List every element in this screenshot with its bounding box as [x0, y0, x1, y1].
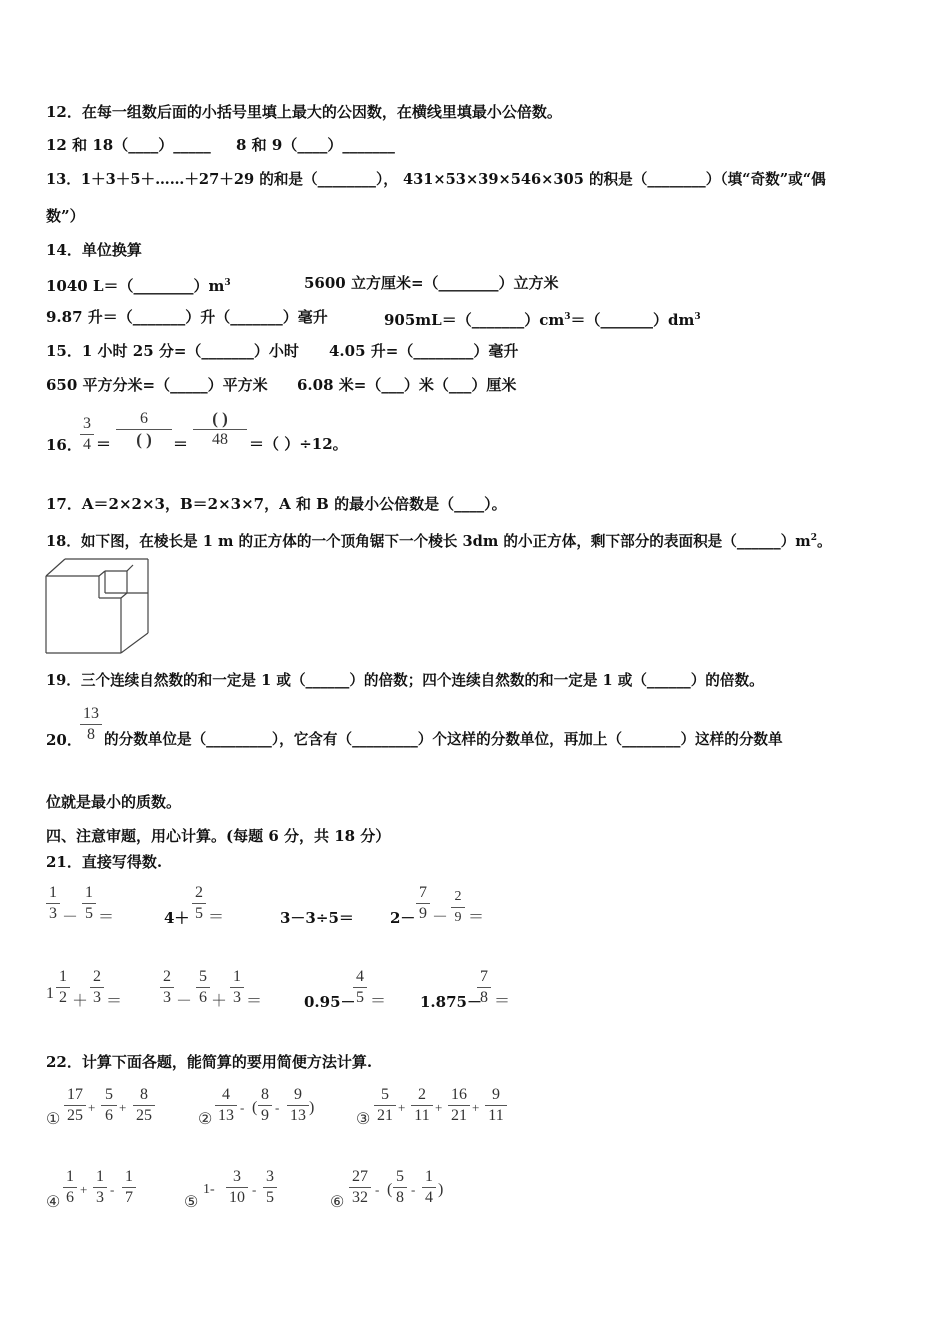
q21-r2b-op2: ＋ [211, 993, 228, 1010]
q16-fraction-3: ( ) 48 [193, 410, 247, 449]
q22-p6-lparen: ( [387, 1181, 393, 1198]
q15-part-a: 15．1 小时 25 分=（_______）小时 [46, 342, 299, 360]
q22-p6-op2: - [411, 1182, 416, 1197]
q21-r2c-frac: 4 5 [353, 968, 367, 1007]
q22-p5-frac1: 3 10 [226, 1168, 248, 1207]
q22-p4-op1: + [80, 1182, 88, 1197]
q21-r2b-frac3: 1 3 [230, 968, 244, 1007]
q21-r2a-eq: ＝ [106, 993, 123, 1010]
q22-p5-mark: ⑤ [184, 1194, 199, 1211]
q22-p2-rparen: ) [309, 1099, 315, 1116]
q22-p4-frac3: 1 7 [122, 1168, 136, 1207]
q22-title: 22．计算下面各题，能简算的要用简便方法计算. [46, 1053, 373, 1071]
q22-p3-frac1: 5 21 [374, 1086, 396, 1125]
q22-p3-op1: + [398, 1100, 406, 1115]
q22-p3-frac2: 2 11 [411, 1086, 433, 1125]
q21-r2d-pre: 1.875－ [420, 993, 482, 1011]
q21-r1c: 3－3÷5＝ [280, 909, 354, 927]
q21-r2d-eq: ＝ [494, 993, 511, 1010]
q20-fraction: 13 8 [80, 705, 102, 744]
q22-p1-frac1: 17 25 [64, 1086, 86, 1125]
q21-r2a-whole: 1 [46, 985, 54, 1002]
q22-p2-frac1: 4 13 [215, 1086, 237, 1125]
q13-line1: 13．1＋3＋5＋……＋27＋29 的和是（________）， 431×53×39×546×305 的积是（________）（填“奇数”或“偶 [46, 171, 826, 188]
q22-p6-frac1: 27 32 [349, 1168, 371, 1207]
q21-r1a-op: － [62, 909, 79, 926]
q21-r2b-eq: ＝ [246, 993, 263, 1010]
q16-equals-1: ＝ [96, 435, 112, 453]
q22-p2-op2: - [275, 1100, 280, 1115]
q22-p4-frac1: 1 6 [63, 1168, 77, 1207]
q14-title: 14．单位换算 [46, 241, 142, 259]
q14-part-a: 1040 $L=(\_\_\_\_\_\_\_\_)m^3$ [46, 277, 231, 295]
q12-title: 12．在每一组数后面的小括号里填上最大的公因数，在横线里填最小公倍数。 [46, 103, 562, 121]
q14-part-b: 5600 立方厘米=（________）立方米 [304, 274, 559, 292]
q22-p6-frac3: 1 4 [422, 1168, 436, 1207]
cube-with-cut-corner-figure [45, 558, 151, 654]
q21-r1b-frac: 2 5 [192, 884, 206, 923]
q22-p2-frac2: 8 9 [258, 1086, 272, 1125]
q21-r2a-frac1: 1 2 [56, 968, 70, 1007]
q16-label: 16． [46, 436, 82, 454]
q16-tail: ＝（ ）÷12。 [249, 435, 348, 453]
q21-title: 21．直接写得数. [46, 853, 163, 871]
q21-r1a-eq: ＝ [98, 909, 115, 926]
q22-p6-mark: ⑥ [330, 1194, 345, 1211]
q21-r2a-op: ＋ [72, 993, 89, 1010]
q12-part-b: 8 和 9（____）_______ [236, 136, 395, 154]
q21-r1d-op: － [432, 909, 449, 926]
q21-r1b-pre: 4＋ [164, 909, 190, 927]
q13-line2: 数”） [46, 207, 85, 225]
q21-r2d-frac: 7 8 [477, 968, 491, 1007]
q21-r1d-frac2: 2 9 [451, 888, 465, 927]
q21-r1d-eq: ＝ [468, 909, 485, 926]
q22-p3-op2: + [435, 1100, 443, 1115]
q21-r1a-frac1: 1 3 [46, 884, 60, 923]
q22-p2-frac3: 9 13 [287, 1086, 309, 1125]
q22-p5-frac2: 3 5 [263, 1168, 277, 1207]
q19-text: 19．三个连续自然数的和一定是 1 或（______）的倍数；四个连续自然数的和一定是 1 或（______）的倍数。 [46, 672, 764, 689]
q22-p3-frac3: 16 21 [448, 1086, 470, 1125]
section4-title: 四、注意审题，用心计算。(每题 6 分，共 18 分） [46, 827, 391, 845]
q22-p2-lparen: ( [252, 1099, 258, 1116]
q21-r2a-frac2: 2 3 [90, 968, 104, 1007]
q21-r1b-eq: ＝ [208, 909, 225, 926]
q15-part-b: 4.05 升=（________）毫升 [329, 342, 519, 360]
q21-r2c-pre: 0.95－ [304, 993, 356, 1011]
q12-part-a: 12 和 18（____）_____ [46, 136, 211, 154]
q22-p3-op3: + [472, 1100, 480, 1115]
q22-p5-op1: - [252, 1182, 257, 1197]
q21-r2b-frac2: 5 6 [196, 968, 210, 1007]
q20-text: 的分数单位是（_________），它含有（_________）个这样的分数单位，再加上（________）这样的分数单 [104, 731, 783, 748]
q15-part-c: 650 平方分米=（_____）平方米 [46, 376, 268, 394]
q22-p2-mark: ② [198, 1111, 213, 1128]
q22-p3-frac4: 9 11 [485, 1086, 507, 1125]
q21-r2c-eq: ＝ [370, 993, 387, 1010]
q14-part-d: $905mL=(\_\_\_\_\_\_\_)cm^3=(\_\_\_\_\_\_\_)dm^3$ [384, 311, 701, 329]
q20-label: 20． [46, 731, 82, 749]
q22-p4-op2: - [110, 1182, 115, 1197]
q21-r2b-frac1: 2 3 [160, 968, 174, 1007]
q17-text: 17．A＝2×2×3，B＝2×3×7，A 和 B 的最小公倍数是（____）。 [46, 495, 507, 513]
q22-p4-frac2: 1 3 [93, 1168, 107, 1207]
q16-fraction-1: 3 4 [80, 415, 94, 454]
q22-p6-rparen: ) [438, 1181, 444, 1198]
q15-part-d: 6.08 米=（___）米（___）厘米 [297, 376, 517, 394]
q20-line2: 位就是最小的质数。 [46, 793, 182, 811]
q21-r2b-op1: － [176, 993, 193, 1010]
q22-p2-op1: - [240, 1100, 245, 1115]
q16-fraction-2: 6 ( ) [116, 410, 172, 449]
q22-p5-pre: 1- [203, 1182, 215, 1197]
q22-p1-frac3: 8 25 [133, 1086, 155, 1125]
q22-p3-mark: ③ [356, 1111, 371, 1128]
q18-text: 18．如下图，在棱长是 1 m 的正方体的一个顶角锯下一个棱长 3dm 的小正方体，剩下部分的表面积是$(\_\_\_\_\_\_)m^2$。 [46, 533, 832, 550]
q21-r1d-frac1: 7 9 [416, 884, 430, 923]
q21-r1a-frac2: 1 5 [82, 884, 96, 923]
q22-p1-frac2: 5 6 [101, 1086, 117, 1125]
q22-p4-mark: ④ [46, 1194, 61, 1211]
q21-r1d-pre: 2－ [390, 909, 416, 927]
q22-p6-op1: - [375, 1182, 380, 1197]
q22-p1-op2: + [119, 1100, 127, 1115]
q22-p6-frac2: 5 8 [393, 1168, 407, 1207]
q14-part-c: 9.87 升＝（_______）升（_______）毫升 [46, 308, 328, 326]
q16-equals-2: ＝ [173, 435, 189, 453]
q22-p1-op1: + [88, 1100, 96, 1115]
q22-p1-mark: ① [46, 1111, 61, 1128]
